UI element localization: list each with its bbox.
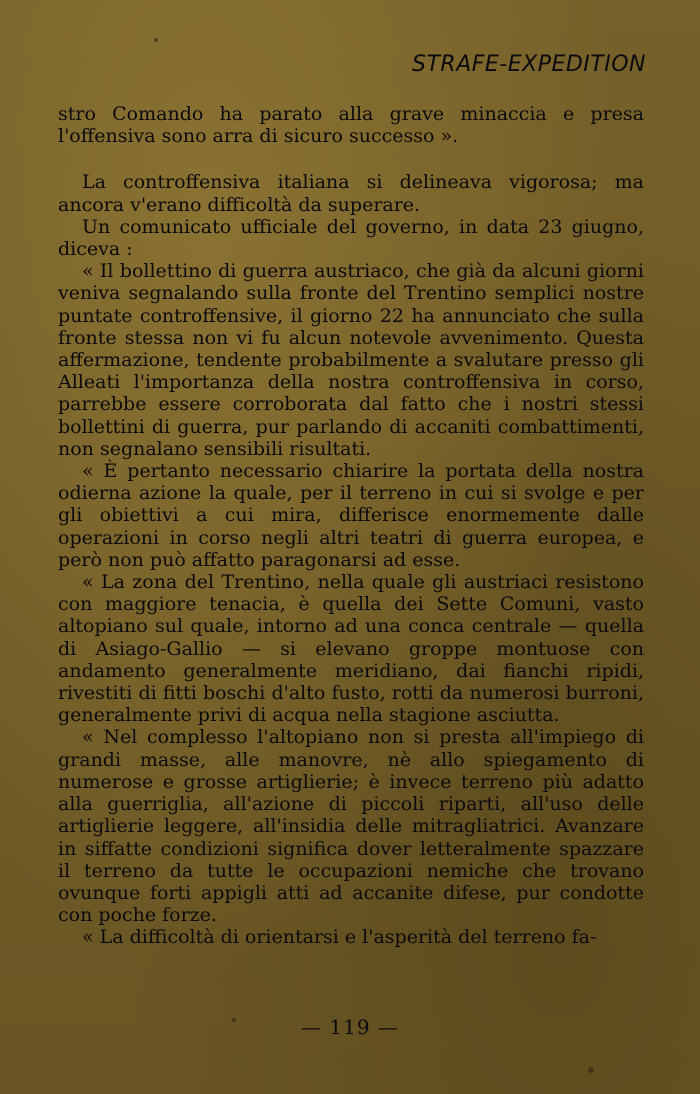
quoted-paragraph: « Nel complesso l'altopiano non si presta all'impiego di grandi masse, alle manovre, nè allo spiegamento di numerose e grosse artiglierie; è invece terreno più adatto alla guerriglia, all'azione di piccoli riparti, all'uso delle artiglierie leggere, all'insidia delle mitragliatrici. Avanzare in siffatte condizioni significa dover letteralmente spazzare il terreno da tutte le occupazioni nemiche che trovano ovunque forti appigli atti ad accanite difese, pur condotte con poche forze. <box>58 726 644 927</box>
section-break <box>58 147 644 171</box>
paper-speck <box>588 1067 594 1073</box>
paragraph: Un comunicato ufficiale del governo, in data 23 giugno, diceva : <box>58 215 644 261</box>
paragraph-continuation: stro Comando ha parato alla grave minaccia e presa l'offensiva sono arra di sicuro successo ». <box>58 103 644 148</box>
paper-speck <box>154 38 158 42</box>
quoted-paragraph: « La difficoltà di orientarsi e l'asperità del terreno fa- <box>82 926 597 949</box>
quoted-paragraph: « Il bollettino di guerra austriaco, che già da alcuni giorni veniva segnalando sulla fronte del Trentino semplici nostre puntate controffensive, il giorno 22 ha annunciato che sulla fronte stessa non vi fu alcun notevole avvenimento. Questa affermazione, tendente probabilmente a svalutare presso gli Alleati l'importanza della nostra controffensiva in corso, parrebbe essere corroborata dal fatto che i nostri stessi bollettini di guerra, pur parlando di accaniti combattimenti, non segnalano sensibili risultati. <box>58 260 644 460</box>
quoted-paragraph: « La zona del Trentino, nella quale gli austriaci resistono con maggiore tenacia, è quella dei Sette Comuni, vasto altopiano sul quale, intorno ad una conca centrale — quella di Asiago-Gallio — si elevano groppe montuose con andamento generalmente meridiano, dai fianchi ripidi, rivestiti di fitti boschi d'alto fusto, rotti da numerosi burroni, generalmente privi di acqua nella stagione asciutta. <box>58 571 644 727</box>
paragraph: La controffensiva italiana si delineava vigorosa; ma ancora v'erano difficoltà da superare. <box>58 171 644 216</box>
page-number: — 119 — <box>301 1015 399 1039</box>
body-text <box>58 103 644 949</box>
quoted-paragraph: « È pertanto necessario chiarire la portata della nostra odierna azione la quale, per il terreno in cui si svolge e per gli obiettivi a cui mira, differisce enormemente dalle operazioni in corso negli altri teatri di guerra europea, e però non può affatto paragonarsi ad esse. <box>58 460 644 571</box>
running-title: STRAFE-EXPEDITION <box>412 52 646 77</box>
paper-speck <box>232 1018 236 1022</box>
